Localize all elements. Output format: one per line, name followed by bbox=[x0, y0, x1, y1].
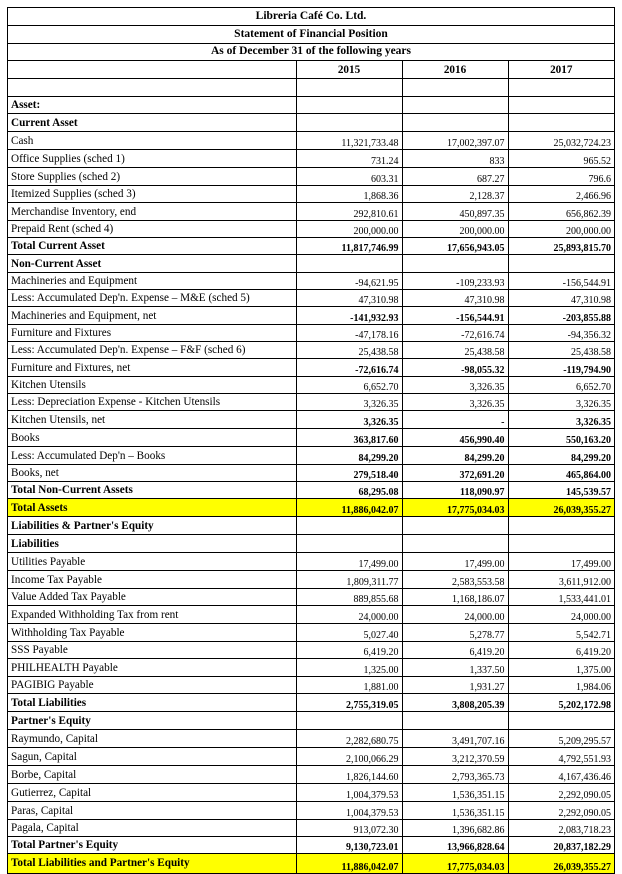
table-row bbox=[8, 677, 614, 694]
value-cell-2015: 2,755,319.05 bbox=[296, 694, 402, 712]
value-cell-2015: 200,000.00 bbox=[296, 221, 402, 238]
table-row bbox=[8, 290, 614, 307]
value-cell-2017: 4,167,436.46 bbox=[508, 766, 614, 784]
value-cell-2016: 3,326.35 bbox=[402, 394, 508, 411]
row-label: Furniture and Fixtures bbox=[8, 325, 296, 342]
value-cell-2017: 25,032,724.23 bbox=[508, 132, 614, 150]
value-cell-2017: 25,438.58 bbox=[508, 342, 614, 359]
table-row bbox=[8, 571, 614, 589]
table-row bbox=[8, 114, 614, 132]
value-cell-2016: -72,616.74 bbox=[402, 325, 508, 342]
row-label: Kitchen Utensils bbox=[8, 377, 296, 394]
value-cell-2015: 731.24 bbox=[296, 150, 402, 168]
value-cell-2016: 3,491,707.16 bbox=[402, 730, 508, 748]
value-cell-2017: 5,209,295.57 bbox=[508, 730, 614, 748]
value-cell-2016 bbox=[402, 712, 508, 730]
value-cell-2016: - bbox=[402, 411, 508, 429]
row-label bbox=[8, 79, 296, 97]
value-cell-2016: 17,002,397.07 bbox=[402, 132, 508, 150]
value-cell-2016: 25,438.58 bbox=[402, 342, 508, 359]
value-cell-2016: -109,233.93 bbox=[402, 273, 508, 290]
row-label: Machineries and Equipment bbox=[8, 273, 296, 290]
row-label: Pagala, Capital bbox=[8, 820, 296, 837]
value-cell-2016: 6,419.20 bbox=[402, 642, 508, 659]
row-label: Office Supplies (sched 1) bbox=[8, 150, 296, 168]
table-row bbox=[8, 553, 614, 571]
value-cell-2016 bbox=[402, 97, 508, 114]
value-cell-2016: 372,691.20 bbox=[402, 465, 508, 482]
row-label: Total Non-Current Assets bbox=[8, 482, 296, 499]
value-cell-2015: 1,004,379.53 bbox=[296, 802, 402, 820]
row-label: Store Supplies (sched 2) bbox=[8, 168, 296, 186]
table-row bbox=[8, 411, 614, 429]
row-label: Liabilities bbox=[8, 535, 296, 553]
value-cell-2016: 1,396,682.86 bbox=[402, 820, 508, 837]
table-row bbox=[8, 429, 614, 447]
value-cell-2016: 3,326.35 bbox=[402, 377, 508, 394]
row-label: PHILHEALTH Payable bbox=[8, 659, 296, 677]
value-cell-2016: 2,583,553.58 bbox=[402, 571, 508, 589]
table-row bbox=[8, 659, 614, 677]
row-label: Gutierrez, Capital bbox=[8, 784, 296, 802]
value-cell-2017: 2,292,090.05 bbox=[508, 802, 614, 820]
row-label: Furniture and Fixtures, net bbox=[8, 359, 296, 377]
value-cell-2016 bbox=[402, 255, 508, 273]
row-label: Less: Accumulated Dep'n. Expense – F&F (sched 6) bbox=[8, 342, 296, 359]
financial-statement bbox=[7, 7, 615, 874]
row-label: Total Liabilities and Partner's Equity bbox=[8, 854, 296, 873]
value-cell-2016: 47,310.98 bbox=[402, 290, 508, 307]
value-cell-2015: 11,886,042.07 bbox=[296, 854, 402, 873]
value-cell-2017 bbox=[508, 114, 614, 132]
value-cell-2016 bbox=[402, 517, 508, 535]
value-cell-2015: 1,826,144.60 bbox=[296, 766, 402, 784]
value-cell-2015: -47,178.16 bbox=[296, 325, 402, 342]
value-cell-2017 bbox=[508, 255, 614, 273]
value-cell-2015: 9,130,723.01 bbox=[296, 837, 402, 854]
table-row bbox=[8, 394, 614, 411]
value-cell-2017: 6,419.20 bbox=[508, 642, 614, 659]
value-cell-2015: 1,325.00 bbox=[296, 659, 402, 677]
value-cell-2015: 25,438.58 bbox=[296, 342, 402, 359]
value-cell-2017: 465,864.00 bbox=[508, 465, 614, 482]
row-label: Borbe, Capital bbox=[8, 766, 296, 784]
value-cell-2016: 1,536,351.15 bbox=[402, 784, 508, 802]
value-cell-2017: 200,000.00 bbox=[508, 221, 614, 238]
value-cell-2017 bbox=[508, 535, 614, 553]
value-cell-2017 bbox=[508, 712, 614, 730]
value-cell-2015: 2,100,066.29 bbox=[296, 748, 402, 766]
table-row bbox=[8, 325, 614, 342]
value-cell-2016 bbox=[402, 535, 508, 553]
value-cell-2017: 26,039,355.27 bbox=[508, 854, 614, 873]
value-cell-2015: 2,282,680.75 bbox=[296, 730, 402, 748]
row-label: Sagun, Capital bbox=[8, 748, 296, 766]
value-cell-2016: 687.27 bbox=[402, 168, 508, 186]
row-label: Total Current Asset bbox=[8, 238, 296, 255]
value-cell-2017: 796.6 bbox=[508, 168, 614, 186]
value-cell-2015: 6,419.20 bbox=[296, 642, 402, 659]
table-row bbox=[8, 238, 614, 255]
value-cell-2016: 1,536,351.15 bbox=[402, 802, 508, 820]
year-header-row bbox=[8, 61, 614, 79]
value-cell-2015: -141,932.93 bbox=[296, 307, 402, 325]
value-cell-2016: 118,090.97 bbox=[402, 482, 508, 499]
value-cell-2016: 17,499.00 bbox=[402, 553, 508, 571]
value-cell-2017 bbox=[508, 79, 614, 97]
value-cell-2015: -72,616.74 bbox=[296, 359, 402, 377]
value-cell-2015: 6,652.70 bbox=[296, 377, 402, 394]
value-cell-2017: -119,794.90 bbox=[508, 359, 614, 377]
row-label: SSS Payable bbox=[8, 642, 296, 659]
value-cell-2017: 2,466.96 bbox=[508, 186, 614, 203]
value-cell-2016: 17,775,034.03 bbox=[402, 499, 508, 517]
year-header-blank bbox=[8, 61, 296, 79]
value-cell-2015: 603.31 bbox=[296, 168, 402, 186]
value-cell-2017: 1,984.06 bbox=[508, 677, 614, 694]
table-row bbox=[8, 712, 614, 730]
table-row bbox=[8, 837, 614, 854]
value-cell-2015: 68,295.08 bbox=[296, 482, 402, 499]
table-row bbox=[8, 482, 614, 499]
value-cell-2015: 24,000.00 bbox=[296, 606, 402, 624]
table-row bbox=[8, 359, 614, 377]
table-row bbox=[8, 730, 614, 748]
table-row bbox=[8, 854, 614, 873]
row-label: Less: Depreciation Expense - Kitchen Utensils bbox=[8, 394, 296, 411]
table-row bbox=[8, 589, 614, 606]
value-cell-2016: -98,055.32 bbox=[402, 359, 508, 377]
value-cell-2017: 5,202,172.98 bbox=[508, 694, 614, 712]
value-cell-2017: 20,837,182.29 bbox=[508, 837, 614, 854]
table-row bbox=[8, 642, 614, 659]
value-cell-2015: 292,810.61 bbox=[296, 203, 402, 221]
value-cell-2016: 17,775,034.03 bbox=[402, 854, 508, 873]
table-row bbox=[8, 802, 614, 820]
value-cell-2016: 1,337.50 bbox=[402, 659, 508, 677]
value-cell-2017: 5,542.71 bbox=[508, 624, 614, 642]
value-cell-2016: 84,299.20 bbox=[402, 447, 508, 465]
table-row bbox=[8, 517, 614, 535]
value-cell-2015: 889,855.68 bbox=[296, 589, 402, 606]
row-label: Non-Current Asset bbox=[8, 255, 296, 273]
table-row bbox=[8, 784, 614, 802]
table-row bbox=[8, 447, 614, 465]
row-label: Value Added Tax Payable bbox=[8, 589, 296, 606]
value-cell-2017: 4,792,551.93 bbox=[508, 748, 614, 766]
table-row bbox=[8, 606, 614, 624]
table-row bbox=[8, 624, 614, 642]
row-label: PAGIBIG Payable bbox=[8, 677, 296, 694]
value-cell-2016 bbox=[402, 79, 508, 97]
row-label: Less: Accumulated Dep'n. Expense – M&E (sched 5) bbox=[8, 290, 296, 307]
row-label: Partner's Equity bbox=[8, 712, 296, 730]
row-label: Cash bbox=[8, 132, 296, 150]
value-cell-2015: 1,004,379.53 bbox=[296, 784, 402, 802]
year-2017: 2017 bbox=[508, 61, 614, 79]
year-2016: 2016 bbox=[402, 61, 508, 79]
value-cell-2017 bbox=[508, 97, 614, 114]
value-cell-2017: -94,356.32 bbox=[508, 325, 614, 342]
value-cell-2017: 84,299.20 bbox=[508, 447, 614, 465]
value-cell-2015: 1,868.36 bbox=[296, 186, 402, 203]
value-cell-2015 bbox=[296, 255, 402, 273]
company-name: Libreria Café Co. Ltd. bbox=[8, 8, 614, 26]
value-cell-2016: 5,278.77 bbox=[402, 624, 508, 642]
table-row bbox=[8, 132, 614, 150]
table-row bbox=[8, 820, 614, 837]
row-label: Kitchen Utensils, net bbox=[8, 411, 296, 429]
value-cell-2017: 3,326.35 bbox=[508, 394, 614, 411]
value-cell-2015 bbox=[296, 79, 402, 97]
value-cell-2016: 2,128.37 bbox=[402, 186, 508, 203]
row-label: Merchandise Inventory, end bbox=[8, 203, 296, 221]
value-cell-2015: 1,809,311.77 bbox=[296, 571, 402, 589]
value-cell-2015: 3,326.35 bbox=[296, 394, 402, 411]
table-row bbox=[8, 150, 614, 168]
value-cell-2015: -94,621.95 bbox=[296, 273, 402, 290]
value-cell-2017: 1,533,441.01 bbox=[508, 589, 614, 606]
value-cell-2016: 3,808,205.39 bbox=[402, 694, 508, 712]
table-row bbox=[8, 377, 614, 394]
table-row bbox=[8, 203, 614, 221]
value-cell-2016: 450,897.35 bbox=[402, 203, 508, 221]
value-cell-2017: 2,292,090.05 bbox=[508, 784, 614, 802]
table-row bbox=[8, 766, 614, 784]
row-label: Total Assets bbox=[8, 499, 296, 517]
row-label: Raymundo, Capital bbox=[8, 730, 296, 748]
row-label: Itemized Supplies (sched 3) bbox=[8, 186, 296, 203]
value-cell-2016: 17,656,943.05 bbox=[402, 238, 508, 255]
value-cell-2015 bbox=[296, 97, 402, 114]
value-cell-2017: -156,544.91 bbox=[508, 273, 614, 290]
row-label: Total Partner's Equity bbox=[8, 837, 296, 854]
value-cell-2015: 17,499.00 bbox=[296, 553, 402, 571]
value-cell-2017: 965.52 bbox=[508, 150, 614, 168]
value-cell-2016: 13,966,828.64 bbox=[402, 837, 508, 854]
row-label: Liabilities & Partner's Equity bbox=[8, 517, 296, 535]
value-cell-2016: 200,000.00 bbox=[402, 221, 508, 238]
value-cell-2015: 11,886,042.07 bbox=[296, 499, 402, 517]
value-cell-2016: 1,168,186.07 bbox=[402, 589, 508, 606]
statement-period: As of December 31 of the following years bbox=[210, 45, 412, 57]
row-label: Total Liabilities bbox=[8, 694, 296, 712]
table-row bbox=[8, 535, 614, 553]
value-cell-2015: 3,326.35 bbox=[296, 411, 402, 429]
table-row bbox=[8, 79, 614, 97]
value-cell-2017: 3,326.35 bbox=[508, 411, 614, 429]
value-cell-2015 bbox=[296, 517, 402, 535]
statement-table bbox=[8, 60, 614, 873]
table-row bbox=[8, 499, 614, 517]
row-label: Current Asset bbox=[8, 114, 296, 132]
value-cell-2017: 26,039,355.27 bbox=[508, 499, 614, 517]
value-cell-2017: 24,000.00 bbox=[508, 606, 614, 624]
table-row bbox=[8, 342, 614, 359]
value-cell-2016: 2,793,365.73 bbox=[402, 766, 508, 784]
table-row bbox=[8, 307, 614, 325]
table-row bbox=[8, 255, 614, 273]
value-cell-2015: 5,027.40 bbox=[296, 624, 402, 642]
value-cell-2016: 456,990.40 bbox=[402, 429, 508, 447]
value-cell-2017: 3,611,912.00 bbox=[508, 571, 614, 589]
row-label: Less: Accumulated Dep'n – Books bbox=[8, 447, 296, 465]
statement-title: Statement of Financial Position bbox=[8, 26, 614, 44]
table-row bbox=[8, 221, 614, 238]
value-cell-2015 bbox=[296, 712, 402, 730]
table-row bbox=[8, 694, 614, 712]
value-cell-2017 bbox=[508, 517, 614, 535]
value-cell-2017: 6,652.70 bbox=[508, 377, 614, 394]
value-cell-2016: 3,212,370.59 bbox=[402, 748, 508, 766]
value-cell-2016: 833 bbox=[402, 150, 508, 168]
row-label: Paras, Capital bbox=[8, 802, 296, 820]
value-cell-2016: 24,000.00 bbox=[402, 606, 508, 624]
value-cell-2015: 47,310.98 bbox=[296, 290, 402, 307]
row-label: Prepaid Rent (sched 4) bbox=[8, 221, 296, 238]
value-cell-2017: 17,499.00 bbox=[508, 553, 614, 571]
row-label: Books, net bbox=[8, 465, 296, 482]
table-row bbox=[8, 273, 614, 290]
value-cell-2016: -156,544.91 bbox=[402, 307, 508, 325]
value-cell-2017: 2,083,718.23 bbox=[508, 820, 614, 837]
value-cell-2017: 145,539.57 bbox=[508, 482, 614, 499]
row-label: Withholding Tax Payable bbox=[8, 624, 296, 642]
value-cell-2017: -203,855.88 bbox=[508, 307, 614, 325]
table-row bbox=[8, 465, 614, 482]
value-cell-2016: 1,931.27 bbox=[402, 677, 508, 694]
value-cell-2017: 25,893,815.70 bbox=[508, 238, 614, 255]
value-cell-2017: 550,163.20 bbox=[508, 429, 614, 447]
value-cell-2015: 84,299.20 bbox=[296, 447, 402, 465]
row-label: Machineries and Equipment, net bbox=[8, 307, 296, 325]
row-label: Income Tax Payable bbox=[8, 571, 296, 589]
value-cell-2015 bbox=[296, 535, 402, 553]
row-label: Expanded Withholding Tax from rent bbox=[8, 606, 296, 624]
table-row bbox=[8, 186, 614, 203]
value-cell-2017: 1,375.00 bbox=[508, 659, 614, 677]
value-cell-2015: 363,817.60 bbox=[296, 429, 402, 447]
value-cell-2015 bbox=[296, 114, 402, 132]
year-2015: 2015 bbox=[296, 61, 402, 79]
table-row bbox=[8, 748, 614, 766]
row-label: Asset: bbox=[8, 97, 296, 114]
value-cell-2015: 1,881.00 bbox=[296, 677, 402, 694]
value-cell-2015: 279,518.40 bbox=[296, 465, 402, 482]
value-cell-2015: 11,817,746.99 bbox=[296, 238, 402, 255]
value-cell-2016 bbox=[402, 114, 508, 132]
table-row bbox=[8, 168, 614, 186]
row-label: Books bbox=[8, 429, 296, 447]
value-cell-2015: 11,321,733.48 bbox=[296, 132, 402, 150]
row-label: Utilities Payable bbox=[8, 553, 296, 571]
value-cell-2015: 913,072.30 bbox=[296, 820, 402, 837]
value-cell-2017: 656,862.39 bbox=[508, 203, 614, 221]
value-cell-2017: 47,310.98 bbox=[508, 290, 614, 307]
table-row bbox=[8, 97, 614, 114]
